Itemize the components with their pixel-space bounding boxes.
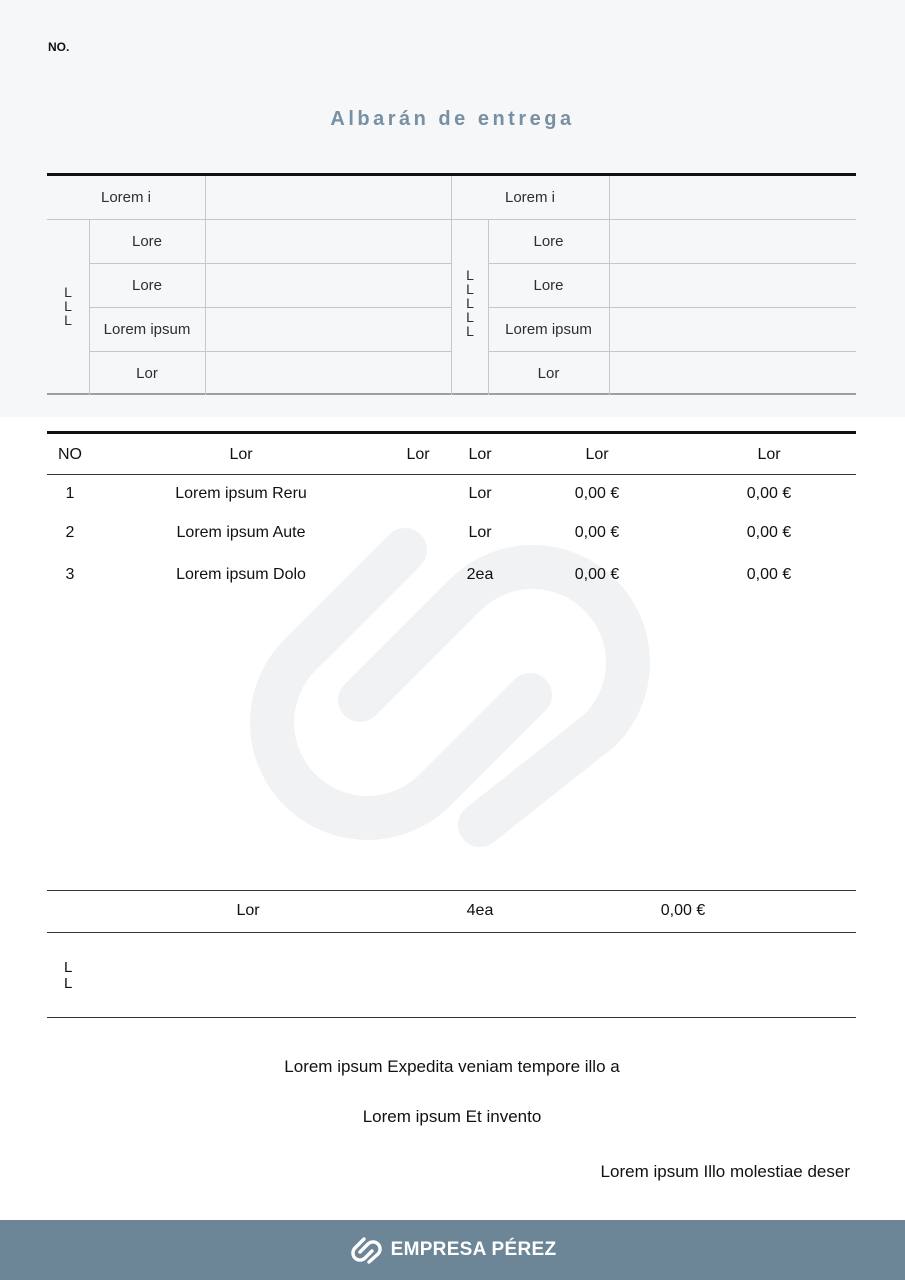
notes-bottom-rule <box>47 1017 856 1018</box>
row-description: Lorem ipsum Aute <box>176 524 306 541</box>
row-unit: Lor <box>468 485 492 502</box>
row-unit: 2ea <box>466 566 494 583</box>
footer-line-2: Lorem ipsum Et invento <box>362 1107 542 1126</box>
info-left-group-label: L L L <box>64 284 72 328</box>
page-title: Albarán de entrega <box>330 108 575 130</box>
row-description: Lorem ipsum Dolo <box>176 566 306 583</box>
items-header-rule <box>47 474 856 475</box>
info-right-row-label: Lorem ipsum <box>505 321 592 338</box>
row-price: 0,00 € <box>574 524 620 541</box>
items-header-price: Lor <box>585 446 609 463</box>
info-left-header: Lorem i <box>100 189 152 206</box>
info-right-group-label: L L L L L <box>466 267 474 339</box>
row-unit: Lor <box>468 524 492 541</box>
info-right-row-label: Lore <box>533 277 564 294</box>
footer-line-3: Lorem ipsum Illo molestiae deser <box>600 1162 850 1181</box>
items-header-no: NO <box>58 446 82 463</box>
delivery-info-table <box>47 173 856 395</box>
summary-total: 0,00 € <box>660 902 706 919</box>
notes-label: L L <box>64 959 73 992</box>
info-right-row-label: Lore <box>533 233 564 250</box>
items-header-description: Lor <box>229 446 253 463</box>
brand-footer-bar <box>0 1220 905 1280</box>
summary-bottom-rule <box>47 932 856 933</box>
document-number-label: NO. <box>48 40 70 54</box>
items-header-col3: Lor <box>406 446 430 463</box>
company-logo-icon <box>349 1236 383 1264</box>
info-left-row-label: Lorem ipsum <box>103 321 191 338</box>
row-no: 2 <box>65 524 75 541</box>
summary-label: Lor <box>236 902 260 919</box>
info-right-header: Lorem i <box>504 189 556 206</box>
info-left-row-label: Lore <box>131 233 163 250</box>
row-no: 3 <box>65 566 75 583</box>
row-no: 1 <box>65 485 75 502</box>
row-amount: 0,00 € <box>746 566 792 583</box>
footer-line-1: Lorem ipsum Expedita veniam tempore illo a <box>284 1057 620 1076</box>
info-left-row-label: Lor <box>136 365 158 382</box>
row-description: Lorem ipsum Reru <box>175 485 307 502</box>
row-amount: 0,00 € <box>746 524 792 541</box>
items-header-unit: Lor <box>468 446 492 463</box>
row-price: 0,00 € <box>574 485 620 502</box>
company-name: EMPRESA PÉREZ <box>390 1239 557 1260</box>
items-table-top-rule <box>47 431 856 434</box>
summary-quantity: 4ea <box>466 902 494 919</box>
row-price: 0,00 € <box>574 566 620 583</box>
summary-top-rule <box>47 890 856 891</box>
row-amount: 0,00 € <box>746 485 792 502</box>
items-header-amount: Lor <box>757 446 781 463</box>
info-right-row-label: Lor <box>537 365 560 382</box>
info-left-row-label: Lore <box>131 277 163 294</box>
